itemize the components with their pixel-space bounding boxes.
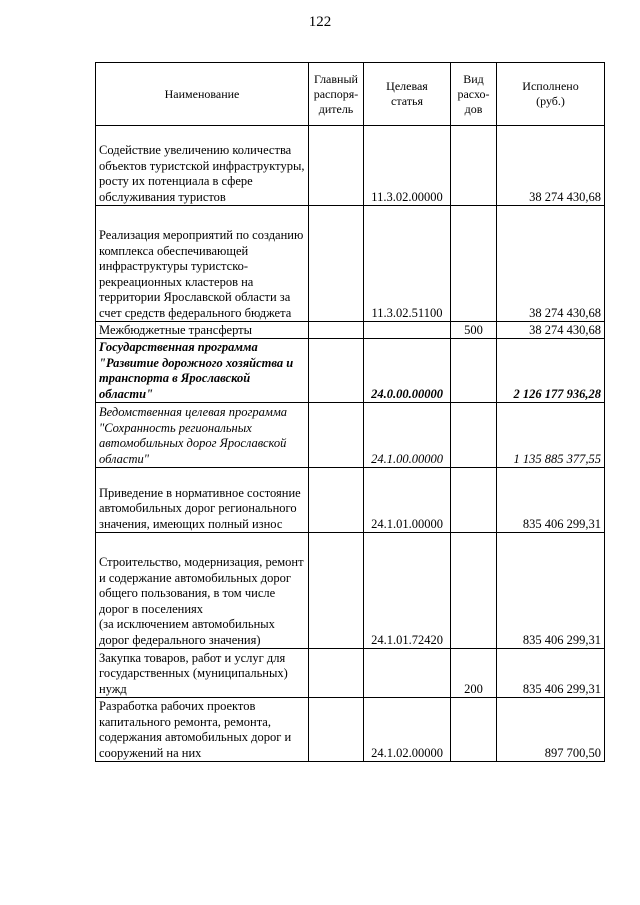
row-manager-cell [309, 339, 364, 403]
table-header-row [96, 63, 605, 126]
row-manager-cell [309, 649, 364, 698]
budget-table [95, 62, 605, 762]
row-executed-cell: 2 126 177 936,28 [497, 339, 605, 403]
table-row [96, 322, 605, 339]
row-target-cell: 24.1.00.00000 [364, 403, 451, 468]
row-target-cell: 24.1.01.00000 [364, 468, 451, 533]
row-name-cell: Закупка товаров, работ и услуг для государственных (муниципальных) нужд [96, 649, 309, 698]
row-target-cell: 24.1.02.00000 [364, 698, 451, 762]
row-kind-cell [451, 533, 497, 649]
table-row [96, 649, 605, 698]
row-name-cell: Государственная программа "Развитие дорожного хозяйства и транспорта в Ярославской области" [96, 339, 309, 403]
table-row [96, 126, 605, 206]
row-manager-cell [309, 468, 364, 533]
column-header-executed: Исполнено (руб.) [497, 63, 605, 126]
row-kind-cell [451, 698, 497, 762]
row-name-cell: Строительство, модернизация, ремонт и содержание автомобильных дорог общего пользования, в том числе дорог в поселениях (за исключением автомобильных дорог федерального значения) [96, 533, 309, 649]
row-kind-cell [451, 468, 497, 533]
row-manager-cell [309, 126, 364, 206]
row-name-cell: Реализация мероприятий по созданию комплекса обеспечивающей инфраструктуры туристско-рекреационных кластеров на территории Ярославской области за счет средств федерального бюджета [96, 206, 309, 322]
row-name-cell: Разработка рабочих проектов капитального ремонта, ремонта, содержания автомобильных дорог и сооружений на них [96, 698, 309, 762]
row-target-cell: 24.0.00.00000 [364, 339, 451, 403]
table-row [96, 206, 605, 322]
row-kind-cell [451, 403, 497, 468]
row-executed-cell: 38 274 430,68 [497, 126, 605, 206]
column-header-manager: Главный распоря- дитель [309, 63, 364, 126]
page-number: 122 [308, 14, 332, 30]
row-executed-cell: 1 135 885 377,55 [497, 403, 605, 468]
row-manager-cell [309, 698, 364, 762]
row-manager-cell [309, 403, 364, 468]
column-header-kind: Вид расхо- дов [451, 63, 497, 126]
row-kind-cell [451, 126, 497, 206]
row-manager-cell [309, 533, 364, 649]
row-name-cell: Межбюджетные трансферты [96, 322, 309, 339]
table-row [96, 403, 605, 468]
row-name-cell: Приведение в нормативное состояние автомобильных дорог регионального значения, имеющих полный износ [96, 468, 309, 533]
row-manager-cell [309, 206, 364, 322]
table-row [96, 533, 605, 649]
table-row [96, 339, 605, 403]
row-executed-cell: 38 274 430,68 [497, 206, 605, 322]
row-name-cell: Содействие увеличению количества объектов туристской инфраструктуры, росту их потенциала в сфере обслуживания туристов [96, 126, 309, 206]
column-header-name: Наименование [96, 63, 309, 126]
row-kind-cell [451, 339, 497, 403]
row-manager-cell [309, 322, 364, 339]
row-target-cell: 11.3.02.00000 [364, 126, 451, 206]
row-target-cell: 24.1.01.72420 [364, 533, 451, 649]
row-executed-cell: 835 406 299,31 [497, 649, 605, 698]
row-executed-cell: 835 406 299,31 [497, 533, 605, 649]
row-executed-cell: 38 274 430,68 [497, 322, 605, 339]
row-kind-cell: 200 [451, 649, 497, 698]
row-executed-cell: 835 406 299,31 [497, 468, 605, 533]
row-target-cell [364, 649, 451, 698]
row-name-cell: Ведомственная целевая программа "Сохранность региональных автомобильных дорог Ярославской области" [96, 403, 309, 468]
table-row [96, 698, 605, 762]
row-executed-cell: 897 700,50 [497, 698, 605, 762]
table-row [96, 468, 605, 533]
row-kind-cell: 500 [451, 322, 497, 339]
row-target-cell: 11.3.02.51100 [364, 206, 451, 322]
column-header-target: Целевая статья [364, 63, 451, 126]
row-target-cell [364, 322, 451, 339]
row-kind-cell [451, 206, 497, 322]
